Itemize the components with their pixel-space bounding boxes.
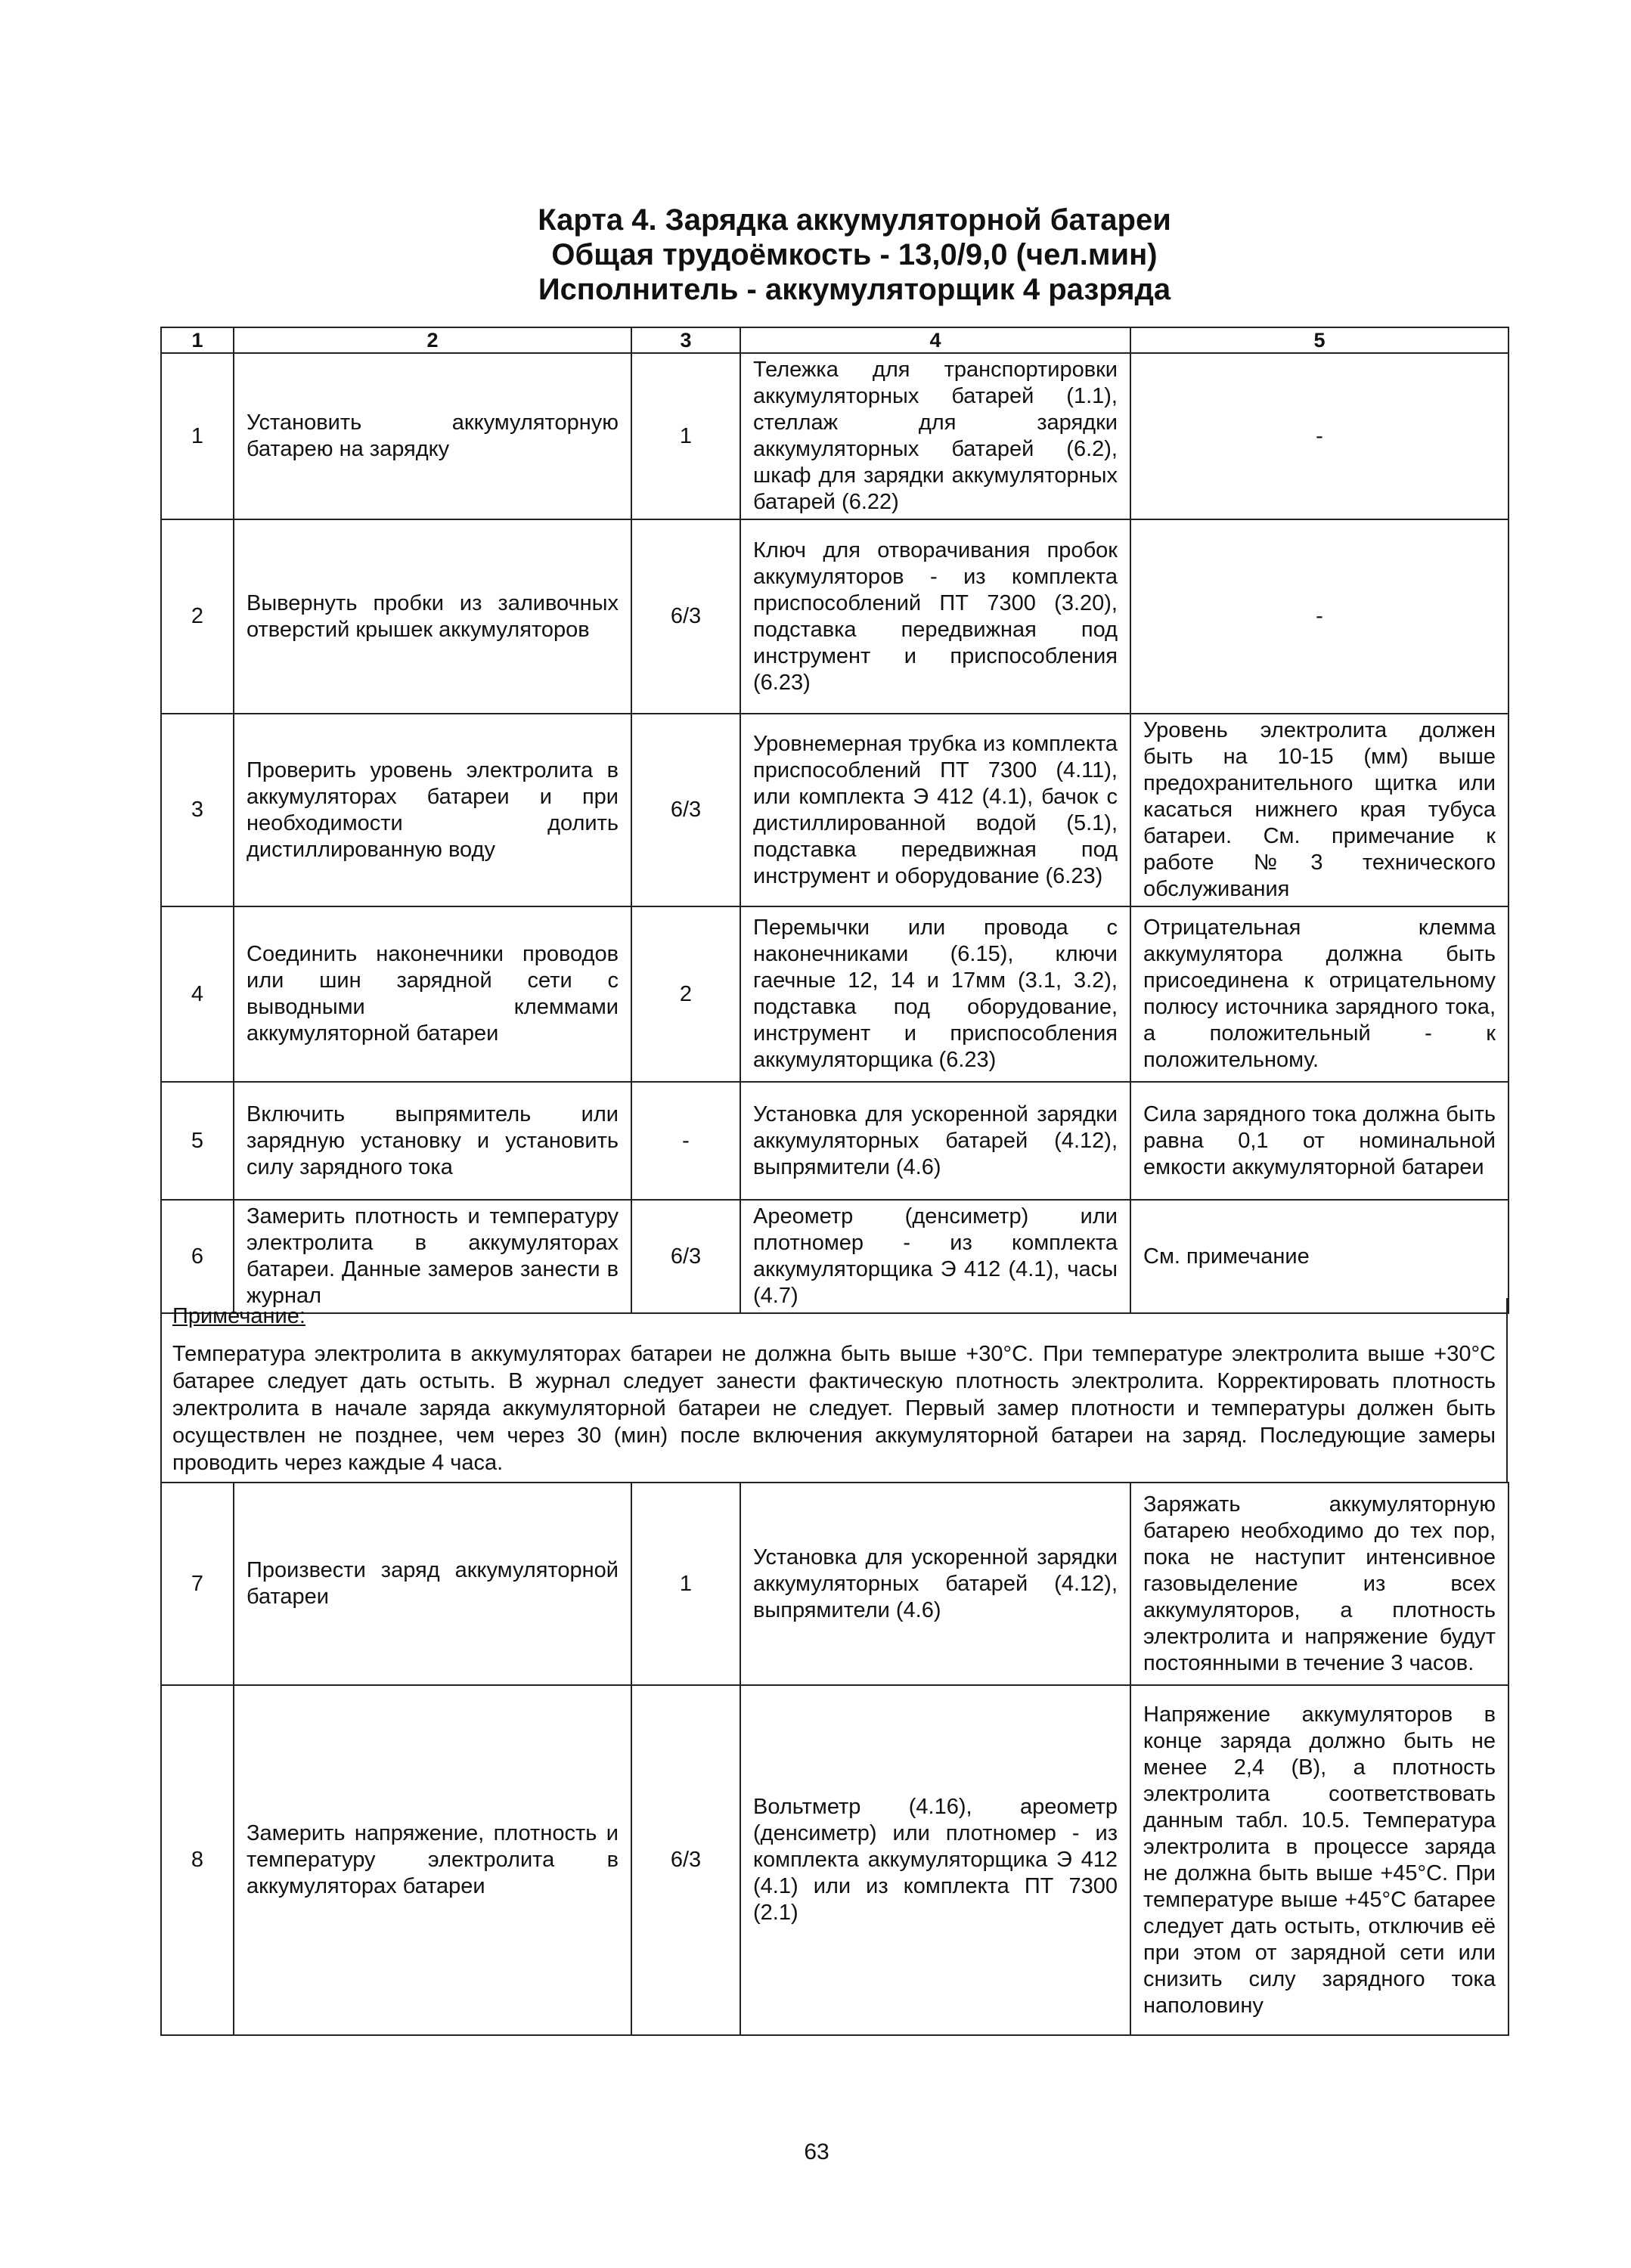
- equipment-cell: Установка для ускоренной зарядки аккумуляторных батарей (4.12), выпрямители (4.6): [740, 1082, 1130, 1200]
- title-line-2: Общая трудоёмкость - 13,0/9,0 (чел.мин): [551, 238, 1158, 271]
- operation-cell: Произвести заряд аккумуляторной батареи: [234, 1483, 631, 1685]
- operation-cell: Соединить наконечники проводов или шин зарядной сети с выводными клеммами аккумуляторной батареи: [234, 906, 631, 1082]
- row-number: 4: [161, 906, 234, 1082]
- requirements-cell: -: [1130, 353, 1509, 519]
- column-header: 5: [1130, 327, 1509, 353]
- row-number: 2: [161, 519, 234, 714]
- column-header-row: [161, 327, 1509, 353]
- time-cell: 6/3: [631, 1685, 740, 2035]
- equipment-cell: Тележка для транспортировки аккумуляторных батарей (1.1), стеллаж для зарядки аккумуляторных батарей (6.2), шкаф для зарядки аккумуляторных батарей (6.22): [740, 353, 1130, 519]
- operation-cell: Замерить напряжение, плотность и температуру электролита в аккумуляторах батареи: [234, 1685, 631, 2035]
- time-cell: 6/3: [631, 519, 740, 714]
- table-row: [161, 1082, 1509, 1200]
- note-text: Температура электролита в аккумуляторах батареи не должна быть выше +30°С. При температуре электролита выше +30°С батарее следует дать остыть. В журнал следует занести фактическую плотность электролита. Корректировать плотность электролита в начале заряда аккумуляторной батареи не следует. Первый замер плотности и температуры должен быть осуществлен не позднее, чем через 30 (мин) после включения аккумуляторной батареи на заряд. Последующие замеры проводить через каждые 4 часа.: [172, 1342, 1496, 1475]
- table-row: [161, 714, 1509, 906]
- equipment-cell: Уровнемерная трубка из комплекта приспособлений ПТ 7300 (4.11), или комплекта Э 412 (4.1), бачок с дистиллированной водой (5.1), подставка передвижная под инструмент и оборудование (6.23): [740, 714, 1130, 906]
- table-row: [161, 906, 1509, 1082]
- time-cell: -: [631, 1082, 740, 1200]
- column-header: 3: [631, 327, 740, 353]
- time-cell: 6/3: [631, 714, 740, 906]
- requirements-cell: См. примечание: [1130, 1200, 1509, 1313]
- requirements-cell: Заряжать аккумуляторную батарею необходимо до тех пор, пока не наступит интенсивное газовыделение из всех аккумуляторов, а плотность электролита и напряжение будут постоянными в течение 3 часов.: [1130, 1483, 1509, 1685]
- equipment-cell: Вольтметр (4.16), ареометр (денсиметр) или плотномер - из комплекта аккумуляторщика Э 412 (4.1) или из комплекта ПТ 7300 (2.1): [740, 1685, 1130, 2035]
- operations-table: [160, 327, 1509, 1314]
- table-row: [161, 1483, 1509, 1685]
- page-number: 63: [804, 2139, 829, 2164]
- requirements-cell: Отрицательная клемма аккумулятора должна быть присоединена к отрицательному полюсу источника зарядного тока, а положительный - к положительному.: [1130, 906, 1509, 1082]
- operation-cell: Замерить плотность и температуру электролита в аккумуляторах батареи. Данные замеров занести в журнал: [234, 1200, 631, 1313]
- equipment-cell: Перемычки или провода с наконечниками (6.15), ключи гаечные 12, 14 и 17мм (3.1, 3.2), подставка под оборудование, инструмент и приспособления аккумуляторщика (6.23): [740, 906, 1130, 1082]
- requirements-cell: Сила зарядного тока должна быть равна 0,1 от номинальной емкости аккумуляторной батареи: [1130, 1082, 1509, 1200]
- requirements-cell: -: [1130, 519, 1509, 714]
- table-row: [161, 1685, 1509, 2035]
- column-header: 2: [234, 327, 631, 353]
- time-cell: 1: [631, 1483, 740, 1685]
- column-header: 1: [161, 327, 234, 353]
- time-cell: 2: [631, 906, 740, 1082]
- title-line-1: Карта 4. Зарядка аккумуляторной батареи: [538, 203, 1171, 237]
- card-title: [287, 203, 1422, 307]
- operation-cell: Включить выпрямитель или зарядную установку и установить силу зарядного тока: [234, 1082, 631, 1200]
- row-number: 1: [161, 353, 234, 519]
- row-number: 3: [161, 714, 234, 906]
- row-number: 6: [161, 1200, 234, 1313]
- column-header: 4: [740, 327, 1130, 353]
- table-row: [161, 519, 1509, 714]
- note-label: Примечание:: [172, 1304, 305, 1328]
- table-row: [161, 1200, 1509, 1313]
- time-cell: 6/3: [631, 1200, 740, 1313]
- requirements-cell: Уровень электролита должен быть на 10-15 (мм) выше предохранительного щитка или касаться нижнего края тубуса батареи. См. примечание к работе №3 технического обслуживания: [1130, 714, 1509, 906]
- operation-cell: Вывернуть пробки из заливочных отверстий крышек аккумуляторов: [234, 519, 631, 714]
- row-number: 5: [161, 1082, 234, 1200]
- row-number: 7: [161, 1483, 234, 1685]
- equipment-cell: Ареометр (денсиметр) или плотномер - из комплекта аккумуляторщика Э 412 (4.1), часы (4.7): [740, 1200, 1130, 1313]
- operation-cell: Проверить уровень электролита в аккумуляторах батареи и при необходимости долить дистиллированную воду: [234, 714, 631, 906]
- table-row: [161, 353, 1509, 519]
- time-cell: 1: [631, 353, 740, 519]
- equipment-cell: Ключ для отворачивания пробок аккумуляторов - из комплекта приспособлений ПТ 7300 (3.20), подставка передвижная под инструмент и приспособления (6.23): [740, 519, 1130, 714]
- operation-cell: Установить аккумуляторную батарею на зарядку: [234, 353, 631, 519]
- title-line-3: Исполнитель - аккумуляторщик 4 разряда: [538, 273, 1171, 306]
- equipment-cell: Установка для ускоренной зарядки аккумуляторных батарей (4.12), выпрямители (4.6): [740, 1483, 1130, 1685]
- operations-table-continued: [160, 1482, 1509, 2036]
- requirements-cell: Напряжение аккумуляторов в конце заряда должно быть не менее 2,4 (В), а плотность электролита соответствовать данным табл. 10.5. Температура электролита в процессе заряда не должна быть выше +45°С. При температуре выше +45°С батарее следует дать остыть, отключив её при этом от зарядной сети или снизить силу зарядного тока наполовину: [1130, 1685, 1509, 2035]
- note-block: [160, 1298, 1508, 1482]
- row-number: 8: [161, 1685, 234, 2035]
